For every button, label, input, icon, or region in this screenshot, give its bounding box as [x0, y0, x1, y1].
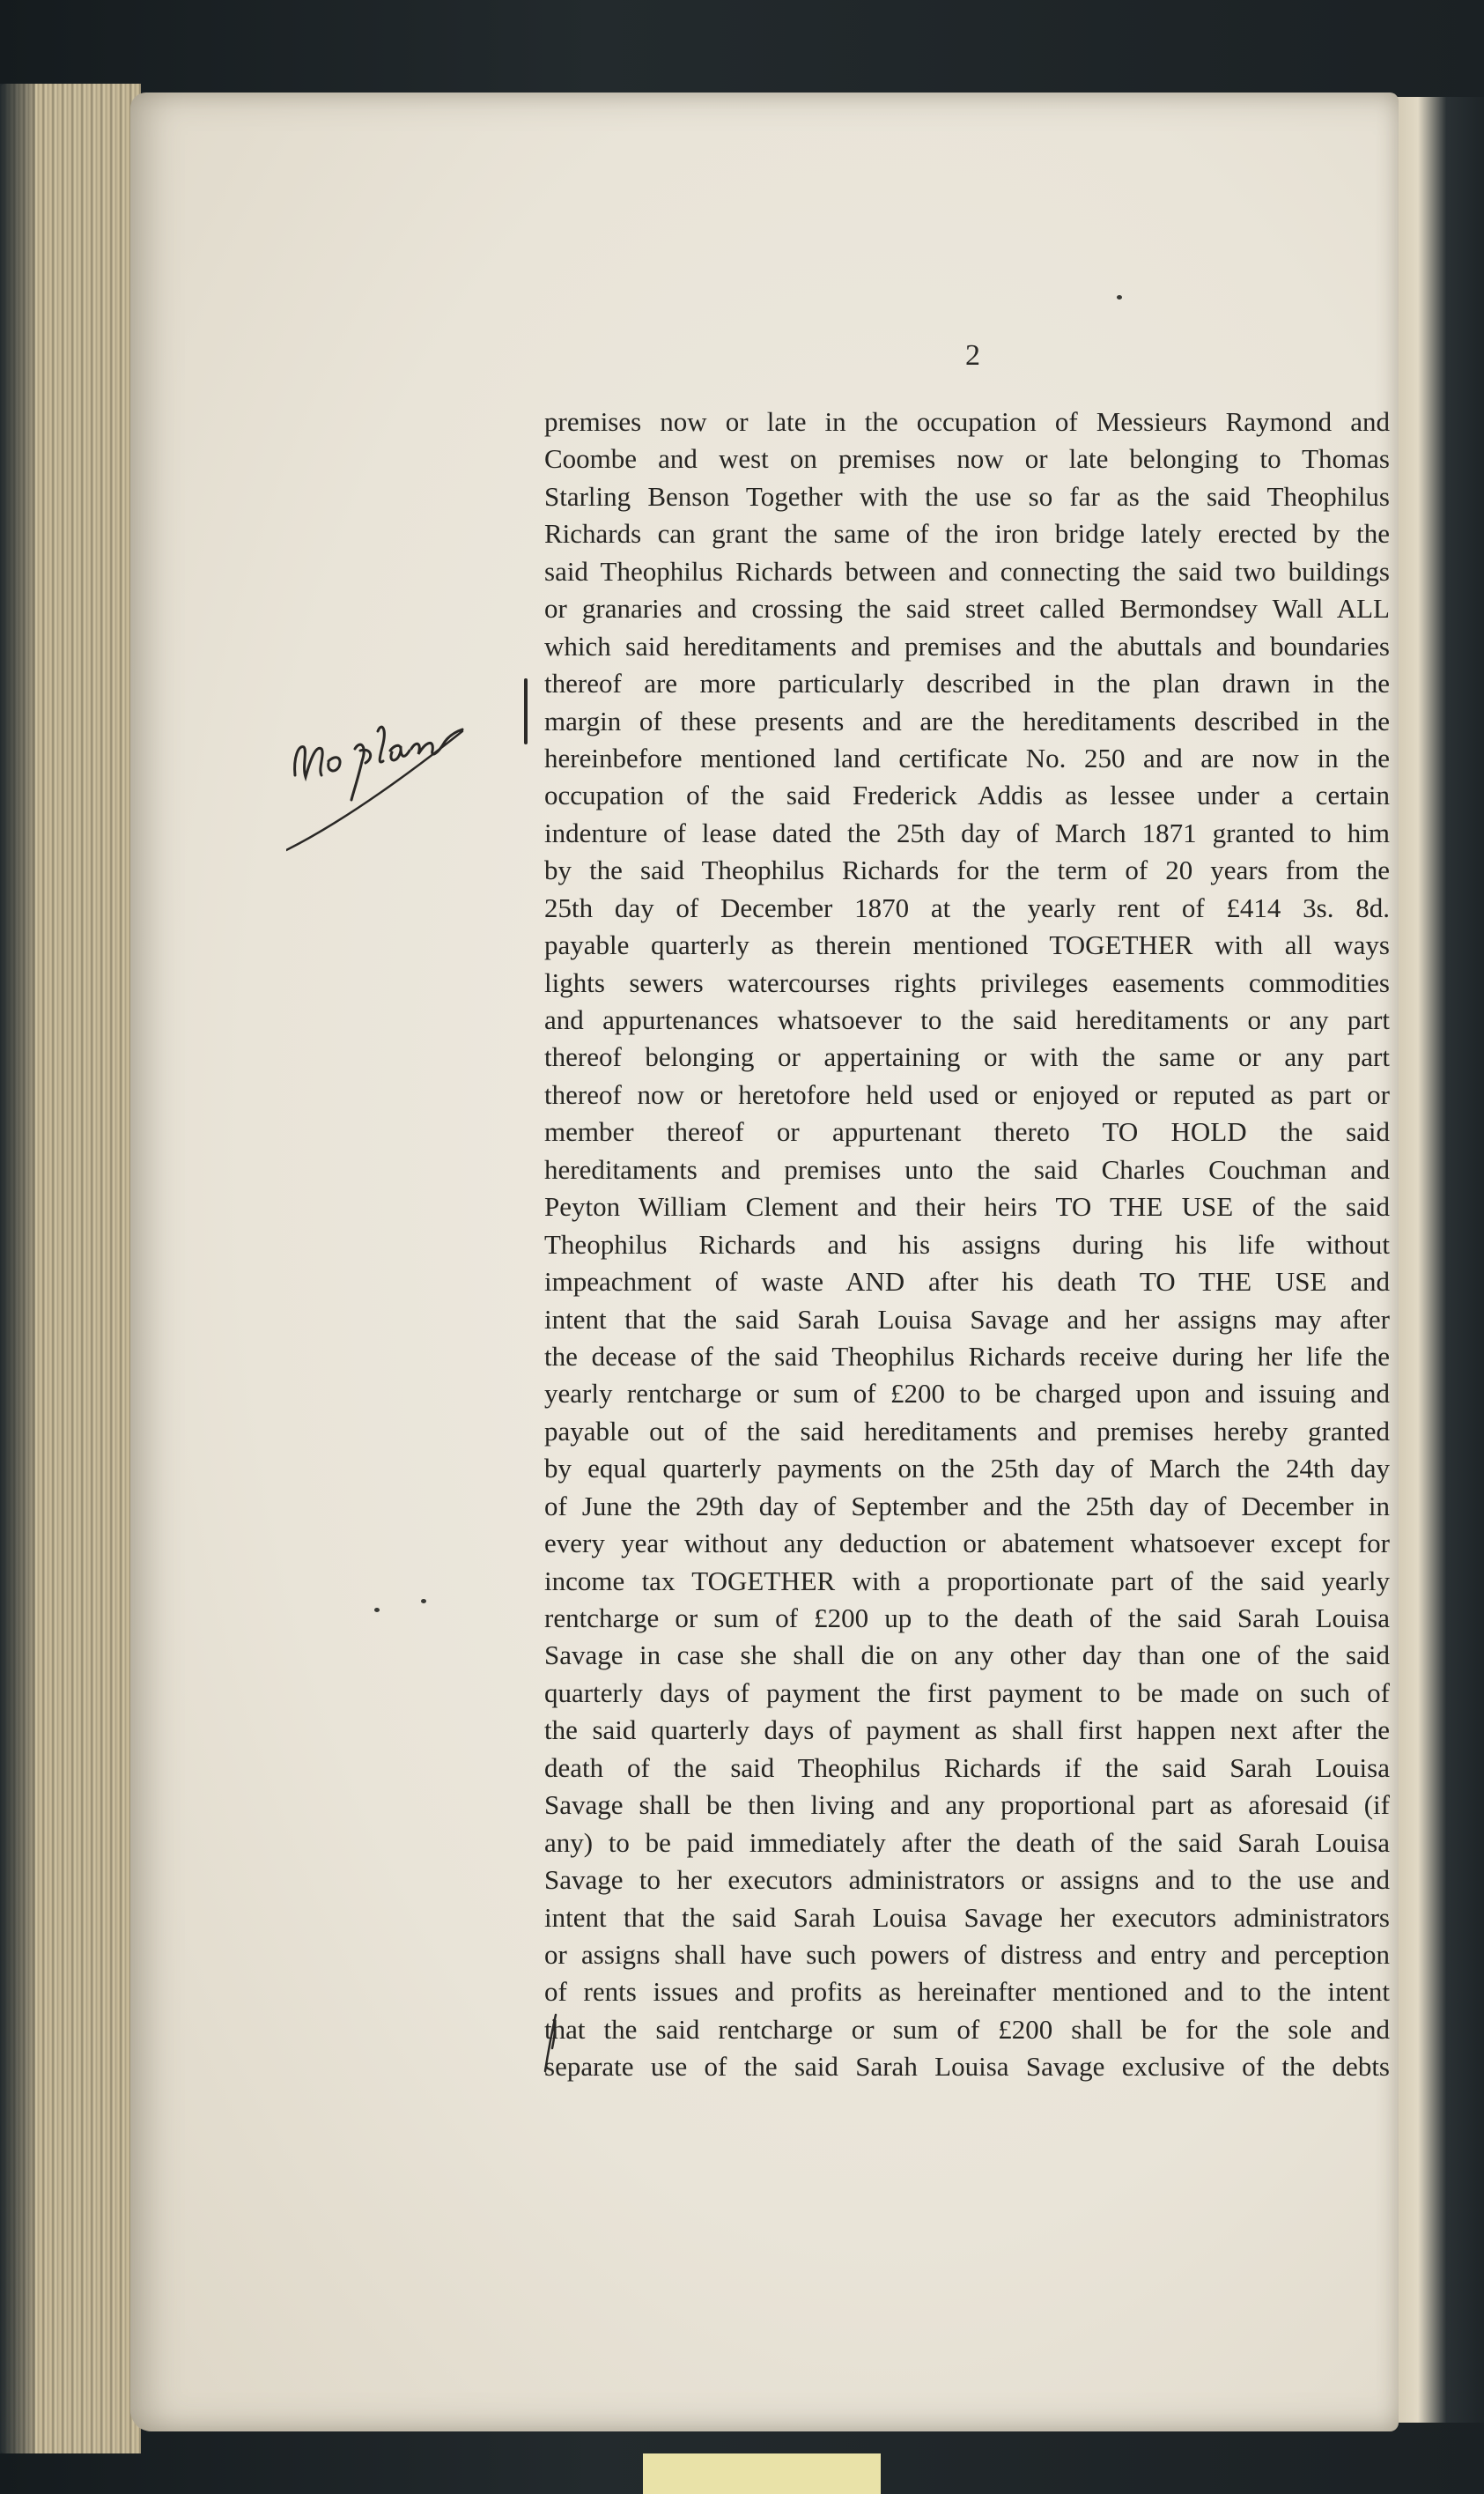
text-line: separate use of the said Sarah Louisa Savage exclusive of the debts — [544, 2051, 1390, 2083]
text-line: Savage shall be then living and any proportional part as aforesaid (if — [544, 1789, 1390, 1821]
margin-bracket-line — [524, 678, 528, 744]
ink-speck — [374, 1608, 380, 1612]
text-line: indenture of lease dated the 25th day of March 1871 granted to him — [544, 817, 1390, 848]
text-line: Starling Benson Together with the use so far as the said Theophilus — [544, 480, 1390, 512]
text-line: thereof now or heretofore held used or enjoyed or reputed as part or — [544, 1078, 1390, 1110]
text-line: of rents issues and profits as hereinafter mentioned and to the intent — [544, 1976, 1390, 2008]
text-line: the decease of the said Theophilus Richards receive during her life the — [544, 1340, 1390, 1372]
archive-label-tab — [643, 2453, 881, 2494]
text-line: any) to be paid immediately after the death of the said Sarah Louisa — [544, 1826, 1390, 1858]
text-line: lights sewers watercourses rights privileges easements commodities — [544, 966, 1390, 998]
page-number: 2 — [965, 339, 980, 372]
text-line: Theophilus Richards and his assigns during his life without — [544, 1228, 1390, 1260]
text-line: payable out of the said hereditaments and premises hereby granted — [544, 1415, 1390, 1447]
text-line: occupation of the said Frederick Addis as lessee under a certain — [544, 780, 1390, 811]
text-line: Coombe and west on premises now or late belonging to Thomas — [544, 443, 1390, 475]
text-line: the said quarterly days of payment as shall first happen next after the — [544, 1714, 1390, 1746]
text-line: and appurtenances whatsoever to the said hereditaments or any part — [544, 1004, 1390, 1035]
text-line: intent that the said Sarah Louisa Savage and her assigns may after — [544, 1303, 1390, 1335]
text-line: death of the said Theophilus Richards if the said Sarah Louisa — [544, 1751, 1390, 1783]
text-line: income tax TOGETHER with a proportionate part of the said yearly — [544, 1565, 1390, 1596]
text-line: that the said rentcharge or sum of £200 shall be for the sole and — [544, 2013, 1390, 2045]
text-line: premises now or late in the occupation of Messieurs Raymond and — [544, 406, 1390, 437]
text-line: margin of these presents and are the hereditaments described in the — [544, 705, 1390, 736]
text-line: 25th day of December 1870 at the yearly rent of £414 3s. 8d. — [544, 892, 1390, 923]
text-line: quarterly days of payment the first payment to be made on such of — [544, 1676, 1390, 1708]
text-line: Richards can grant the same of the iron bridge lately erected by the — [544, 518, 1390, 550]
next-page-edge — [1390, 97, 1484, 2423]
text-line: Peyton William Clement and their heirs TO THE USE of the said — [544, 1191, 1390, 1223]
ink-speck — [421, 1599, 426, 1603]
text-line: thereof belonging or appertaining or with the same or any part — [544, 1041, 1390, 1073]
text-line: or granaries and crossing the said street called Bermondsey Wall ALL — [544, 593, 1390, 625]
text-line: impeachment of waste AND after his death TO THE USE and — [544, 1266, 1390, 1298]
margin-annotation-no-plan — [286, 696, 471, 855]
text-line: Savage to her executors administrators or assigns and to the use and — [544, 1864, 1390, 1896]
ink-speck — [1117, 295, 1122, 300]
text-line: said Theophilus Richards between and connecting the said two buildings — [544, 555, 1390, 587]
text-line: every year without any deduction or abatement whatsoever except for — [544, 1528, 1390, 1559]
text-line: hereinbefore mentioned land certificate No. 250 and are now in the — [544, 742, 1390, 773]
text-line: which said hereditaments and premises and the abuttals and boundaries — [544, 630, 1390, 662]
text-line: Savage in case she shall die on any other day than one of the said — [544, 1639, 1390, 1671]
text-line: payable quarterly as therein mentioned TOGETHER with all ways — [544, 929, 1390, 961]
text-line: hereditaments and premises unto the said Charles Couchman and — [544, 1153, 1390, 1185]
text-line: or assigns shall have such powers of distress and entry and perception — [544, 1938, 1390, 1970]
page-edges-shadow — [0, 84, 35, 2453]
text-line: by the said Theophilus Richards for the term of 20 years from the — [544, 855, 1390, 886]
text-line: of June the 29th day of September and the 25th day of December in — [544, 1490, 1390, 1521]
text-line: intent that the said Sarah Louisa Savage her executors administrators — [544, 1901, 1390, 1933]
text-line: by equal quarterly payments on the 25th day of March the 24th day — [544, 1453, 1390, 1484]
text-line: member thereof or appurtenant thereto TO HOLD the said — [544, 1116, 1390, 1148]
deed-body-text — [544, 403, 1390, 2086]
text-line: yearly rentcharge or sum of £200 to be charged upon and issuing and — [544, 1378, 1390, 1410]
text-line: thereof are more particularly described in the plan drawn in the — [544, 668, 1390, 699]
text-line: rentcharge or sum of £200 up to the death of the said Sarah Louisa — [544, 1602, 1390, 1633]
